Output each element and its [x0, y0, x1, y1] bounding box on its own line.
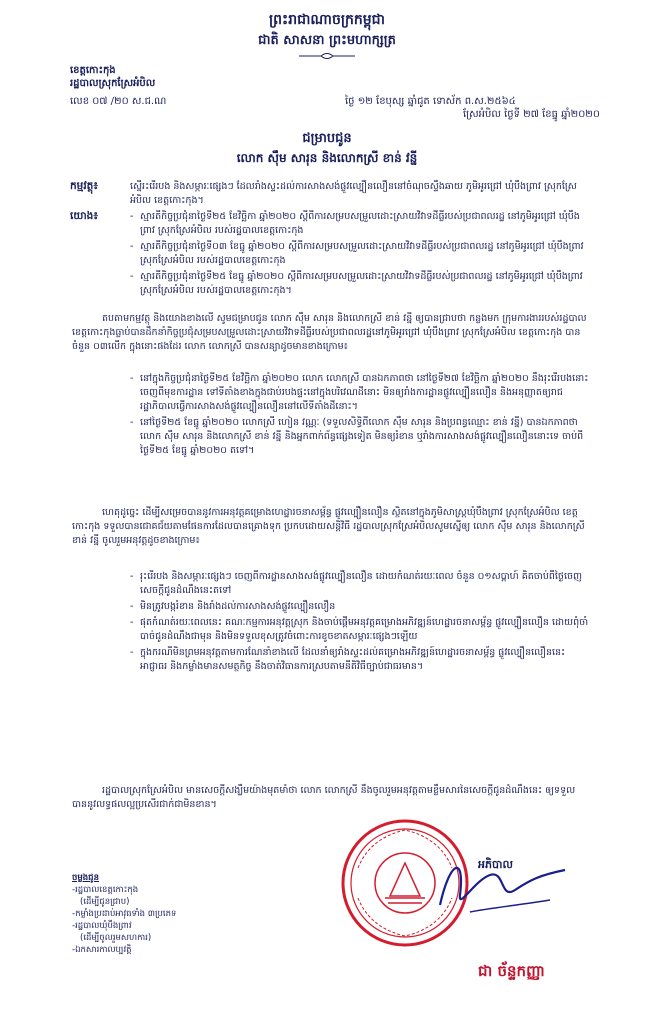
cc-title: ចម្លងជូន: [72, 873, 99, 883]
promises-list: [130, 372, 590, 460]
signer-title: អភិបាល: [478, 858, 513, 871]
lunar-date: ថ្ងៃ ១២ ខែបុស្ស ឆ្នាំជូត ទោស័ក ព.ស.២៥៦៤: [345, 96, 516, 107]
cc-item: (ដើម្បីជូនជ្រាប): [80, 897, 130, 907]
reference-item: - ស្មារតីកិច្ចប្រជុំនាថ្ងៃទី២៥ ខែធ្នូ ឆ្នាំ២០២០ ស្ដីពីការសម្របសម្រួលដោះស្រាយវិវាទដីធ្លីរបស់ប្រជាពលរដ្ឋ នៅភូមិអូរជ្រៅ ឃុំបឹងព្រាវ ស្រុកស្រែអំបិល របស់រដ្ឋបាលខេត្តកោះកុង។: [130, 270, 590, 298]
issuer-province: ខេត្តកោះកុង: [70, 65, 116, 76]
cc-block: [72, 872, 176, 956]
reference-number: លេខ ០៧ /២០ ស.ជ.ណ: [70, 96, 167, 107]
cc-item: (ដើម្បីចូលរួមសហការ): [80, 933, 152, 943]
request-item: - ផុតកំណត់រយៈពេលនេះ គណៈកម្មការអនុវត្តស្រុក និងចាប់ផ្តើមអនុវត្តគម្រោងអភិវឌ្ឍន៍ហេដ្ឋារចនាសម្ព័ន្ធ ផ្លូវល្បឿនលឿន ដោយពុំចាំបាច់ជូនដំណឹងជាមុន និងមិនទទួលខុសត្រូវចំពោះការខូចខាតសម្ភារៈផ្សេងៗឡើយ: [130, 616, 590, 644]
kingdom-header: ព្រះរាជាណាចក្រកម្ពុជា: [268, 12, 385, 28]
solar-date: ស្រែអំបិល ថ្ងៃទី ២៧ ខែធ្នូ ឆ្នាំ២០២០: [463, 109, 600, 120]
issuer-block: [70, 64, 155, 90]
request-item: - ក្នុងករណីមិនព្រមអនុវត្តតាមការណែនាំខាងលើ ដែលនាំឲ្យរាំងស្ទះដល់គម្រោងអភិវឌ្ឍន៍ហេដ្ឋារចនាសម្ព័ន្ធ ផ្លូវល្បឿនលឿននេះ អាជ្ញាធរ និងកម្លាំងមានសមត្ថកិច្ច នឹងចាត់វិធានការស្របតាមនីតិវិធីច្បាប់ជាធរមាន។: [130, 646, 590, 674]
closing-paragraph: រដ្ឋបាលស្រុកស្រែអំបិល មានសេចក្តីសង្ឃឹមយ៉ាងមុតមាំថា លោក លោកស្រី នឹងចូលរួមអនុវត្តតាមខ្លឹមសារនៃសេចក្តីជូនដំណឹងនេះ ឲ្យទទួលបាននូវលទ្ធផលល្អប្រសើរជាក់ជាមិនខាន។: [72, 785, 576, 810]
issuer-district: រដ្ឋបាលស្រុកស្រែអំបិល: [70, 78, 156, 89]
purpose-paragraph: ហេតុដូច្នេះ ដើម្បីសម្រេចបាននូវការអនុវត្តគម្រោងហេដ្ឋារចនាសម្ព័ន្ធ ផ្លូវល្បឿនលឿន ស្ថិតនៅក្នុងភូមិសាស្ត្រឃុំបឹងព្រាវ ស្រុកស្រែអំបិល ខេត្តកោះកុង ទទួលបានជោគជ័យតាមផែនការដែលបានគ្រោងទុក ប្រកបដោយសន្តិវិធី រដ្ឋបាលស្រុកស្រែអំបិលសូមស្នើឲ្យ លោក ស៊ឹម សារុន និងលោកស្រី ខាន់ វន្នី ចូលរួមអនុវត្តដូចខាងក្រោម៖: [72, 507, 585, 546]
promise-item: - នៅថ្ងៃទី២៥ ខែធ្នូ ឆ្នាំ២០២០ លោកស្រី ហៀន វណ្ណៈ (ទទួលសិទ្ធិពីលោក ស៊ឹម សារុន និងប្រពន្ធឈ្មោះ ខាន់ វន្នី) បានឯកភាពថា លោក ស៊ឹម សារុន និងលោកស្រី ខាន់ វន្នី និងអ្នកពាក់ព័ន្ធផ្សេងទៀត មិនឲ្យរំខាន ឬរាំងការសាងសង់ផ្លូវល្បឿនលឿននោះទេ ចាប់ពីថ្ងៃទី២៥ ខែធ្នូ ឆ្នាំ២០២០ តទៅ។: [130, 416, 590, 458]
cc-item: -កម្លាំងប្រដាប់អាវុធទាំង ៣ប្រភេទ: [72, 909, 177, 919]
reference-item: - ស្មារតីកិច្ចប្រជុំនាថ្ងៃទី២៥ ខែវិច្ឆិកា ឆ្នាំ២០២០ ស្ដីពីការសម្របសម្រួលដោះស្រាយវិវាទដីធ្លីរបស់ប្រជាពលរដ្ឋ នៅភូមិអូរជ្រៅ ឃុំបឹងព្រាវ ស្រុកស្រែអំបិល របស់រដ្ឋបាលខេត្តកោះកុង: [130, 210, 590, 238]
signer-name: ជា ច័ន្ទកញ្ញា: [478, 962, 545, 980]
cc-item: -រដ្ឋបាលខេត្តកោះកុង: [72, 885, 139, 895]
requests-list: [130, 570, 590, 676]
reference-list: [130, 210, 590, 300]
document-title: ជម្រាបជូន: [302, 131, 352, 146]
handwritten-signature-icon: [430, 850, 570, 920]
cc-item: -រដ្ឋបាលឃុំបឹងព្រាវ: [72, 921, 132, 931]
motto-header: ជាតិ សាសនា ព្រះមហាក្សត្រ: [258, 33, 396, 48]
intro-paragraph: តបតាមកម្មវត្ថុ និងយោងខាងលើ សូមជម្រាបជូន លោក ស៊ឹម សារុន និងលោកស្រី ខាន់ វន្នី ឲ្យបានជ្រាបថា កន្លងមក ក្រុមការងាររបស់រដ្ឋបាលខេត្តកោះកុងធ្លាប់បានដឹកនាំកិច្ចប្រជុំសម្របសម្រួលដោះស្រាយវិវាទដីធ្លីរបស់ប្រជាពលរដ្ឋនៅភូមិអូរជ្រៅ ឃុំបឹងព្រាវ ស្រុកស្រែអំបិល ខេត្តកោះកុង បានចំនួន ០៣លើក ក្នុងនោះផងដែរ លោក លោកស្រី បានសន្យាដូចមានខាងក្រោម៖: [72, 313, 587, 352]
reference-label: យោង៖: [70, 210, 98, 222]
request-item: - រុះរើរបង និងសម្ភារៈផ្សេងៗ ចេញពីការដ្ឋានសាងសង់ផ្លូវល្បឿនលឿន ដោយកំណត់រយៈពេល ចំនួន ០១សប្តាហ៍ គិតចាប់ពីថ្ងៃចេញសេចក្តីជូនដំណឹងនេះតទៅ: [130, 570, 590, 598]
cc-item: -ឯកសារកាលប្បវត្តិ: [72, 945, 132, 955]
request-item: - មិនត្រូវបង្ករំខាន និងរាំងដល់ការសាងសង់ផ្លូវល្បឿនលឿន: [130, 600, 590, 614]
promise-item: - នៅក្នុងកិច្ចប្រជុំនាថ្ងៃទី២៥ ខែវិច្ឆិកា ឆ្នាំ២០២០ លោក លោកស្រី បានឯកភាពថា នៅថ្ងៃទី២៧ ខែវិច្ឆិកា ឆ្នាំ២០២០ នឹងរុះរើរបងនោះចេញពីមុខការដ្ឋាន ទៅទីតាំងខាងក្នុងជាប់របងផ្ទះនៅក្នុងបរិវេណដីនោះ មិនឲ្យរាំងការដ្ឋានផ្លូវល្បឿនលឿន និងអនុញ្ញាតឲ្យរាជរដ្ឋាភិបាលធ្វើការសាងសង់ផ្លូវល្បឿនលឿននៅលើទីតាំងដីនោះ។: [130, 372, 590, 414]
header-ornament-icon: [297, 52, 357, 60]
subject-text: ស្នើរះរើរបង និងសម្ភារៈផ្សេងៗ ដែលរាំងស្ទះដល់ការសាងសង់ផ្លូវល្បឿនលឿននៅចំណុចស្ទឹងឆាយ ភូមិអូរជ្រៅ ឃុំបឹងព្រាវ ស្រុកស្រែអំបិល ខេត្តកោះកុង។: [130, 181, 577, 206]
reference-item: - ស្មារតីកិច្ចប្រជុំនាថ្ងៃទី០៣ ខែធ្នូ ឆ្នាំ២០២០ ស្ដីពីការសម្របសម្រួលដោះស្រាយវិវាទដីធ្លីរបស់ប្រជាពលរដ្ឋ នៅភូមិអូរជ្រៅ ឃុំបឹងព្រាវ ស្រុកស្រែអំបិល របស់រដ្ឋបាលខេត្តកោះកុង: [130, 240, 590, 268]
recipient-name: លោក ស៊ឹម សារុន និងលោកស្រី ខាន់ វន្នី: [236, 151, 418, 165]
subject-label: កម្មវត្ថុ៖: [70, 180, 98, 192]
